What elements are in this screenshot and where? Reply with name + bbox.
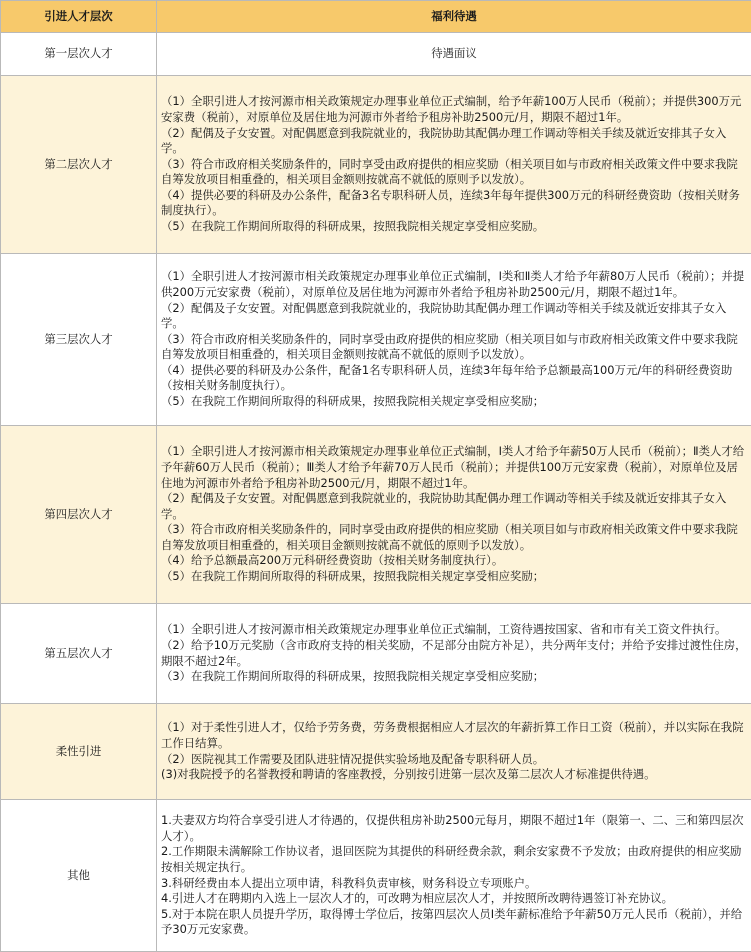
row-level-label: 第一层次人才 [1, 33, 157, 76]
row-level-label: 第二层次人才 [1, 76, 157, 254]
header-benefits: 福利待遇 [157, 1, 751, 33]
benefit-line: 3.科研经费由本人提出立项申请，科教科负责审核，财务科设立专项账户。 [161, 876, 747, 892]
benefit-line: （2）医院视其工作需要及团队进驻情况提供实验场地及配备专职科研人员。 [161, 752, 747, 768]
table-header-row [1, 1, 751, 33]
benefit-line: （5）在我院工作期间所取得的科研成果，按照我院相关规定享受相应奖励。 [161, 219, 747, 235]
table-row [1, 254, 751, 426]
row-benefits [157, 76, 751, 254]
benefit-line: 5.对于本院在职人员提升学历，取得博士学位后，按第四层次人员Ⅰ类年薪标准给予年薪50万元人民币（税前），并给予30万元安家费。 [161, 907, 747, 938]
benefit-line: （2）配偶及子女安置。对配偶愿意到我院就业的，我院协助其配偶办理工作调动等相关手续及就近安排其子女入学。 [161, 491, 747, 522]
benefit-line: （4）提供必要的科研及办公条件，配备3名专职科研人员，连续3年每年提供300万元的科研经费资助（按相关财务制度执行）。 [161, 188, 747, 219]
benefit-line: （3）在我院工作期间所取得的科研成果，按照我院相关规定享受相应奖励； [161, 669, 747, 685]
benefit-line: （2）配偶及子女安置。对配偶愿意到我院就业的，我院协助其配偶办理工作调动等相关手续及就近安排其子女入学。 [161, 126, 747, 157]
benefit-line: （1）对于柔性引进人才，仅给予劳务费，劳务费根据相应人才层次的年薪折算工作日工资（税前），并以实际在我院工作日结算。 [161, 720, 747, 751]
row-level-label: 其他 [1, 800, 157, 952]
row-benefits [157, 254, 751, 426]
row-benefits [157, 426, 751, 604]
benefit-line: 4.引进人才在聘期内入选上一层次人才的，可改聘为相应层次人才，并按照所改聘待遇签订补充协议。 [161, 891, 747, 907]
row-level-label: 第五层次人才 [1, 604, 157, 704]
benefit-line: （3）符合市政府相关奖励条件的，同时享受由政府提供的相应奖励（相关项目如与市政府相关政策文件中要求我院自筹发放项目相重叠的，相关项目金额则按就高不就低的原则予以发放）。 [161, 522, 747, 553]
benefit-line: (3)对我院授予的名誉教授和聘请的客座教授，分别按引进第一层次及第二层次人才标准提供待遇。 [161, 767, 747, 783]
benefit-line: （4）给予总额最高200万元科研经费资助（按相关财务制度执行）。 [161, 553, 747, 569]
header-level: 引进人才层次 [1, 1, 157, 33]
benefit-line: （3）符合市政府相关奖励条件的，同时享受由政府提供的相应奖励（相关项目如与市政府相关政策文件中要求我院自筹发放项目相重叠的，相关项目金额则按就高不就低的原则予以发放）。 [161, 332, 747, 363]
table-row [1, 76, 751, 254]
benefit-line: （2）配偶及子女安置。对配偶愿意到我院就业的，我院协助其配偶办理工作调动等相关手续及就近安排其子女入学。 [161, 301, 747, 332]
row-benefits [157, 33, 751, 76]
table-row [1, 604, 751, 704]
benefit-line: 2.工作期限未满解除工作协议者，退回医院为其提供的科研经费余款，剩余安家费不予发放；由政府提供的相应奖励按相关规定执行。 [161, 844, 747, 875]
benefit-line: （1）全职引进人才按河源市相关政策规定办理事业单位正式编制，Ⅰ类和Ⅱ类人才给予年薪80万人民币（税前）；并提供200万元安家费（税前），对原单位及居住地为河源市外者给予租房补助2500元/月，期限不超过1年。 [161, 269, 747, 300]
table-row [1, 426, 751, 604]
benefit-line: 待遇面议 [161, 46, 747, 62]
benefit-line: （5）在我院工作期间所取得的科研成果，按照我院相关规定享受相应奖励； [161, 394, 747, 410]
benefit-line: （1）全职引进人才按河源市相关政策规定办理事业单位正式编制，工资待遇按国家、省和市有关工资文件执行。 [161, 622, 747, 638]
row-benefits [157, 704, 751, 800]
row-benefits [157, 604, 751, 704]
table-row [1, 33, 751, 76]
benefit-line: （4）提供必要的科研及办公条件，配备1名专职科研人员，连续3年每年给予总额最高100万元/年的科研经费资助（按相关财务制度执行）。 [161, 363, 747, 394]
benefit-line: （2）给予10万元奖励（含市政府支持的相关奖励，不足部分由院方补足），共分两年支付；并给予安排过渡性住房，期限不超过2年。 [161, 638, 747, 669]
benefit-line: （1）全职引进人才按河源市相关政策规定办理事业单位正式编制，Ⅰ类人才给予年薪50万人民币（税前）；Ⅱ类人才给予年薪60万人民币（税前）；Ⅲ类人才给予年薪70万人民币（税前）；并提供100万元安家费（税前），对原单位及居住地为河源市外者给予租房补助2500元/月，期限不超过1年。 [161, 444, 747, 491]
table-row [1, 704, 751, 800]
benefit-line: （3）符合市政府相关奖励条件的，同时享受由政府提供的相应奖励（相关项目如与市政府相关政策文件中要求我院自筹发放项目相重叠的，相关项目金额则按就高不就低的原则予以发放）。 [161, 157, 747, 188]
row-level-label: 第三层次人才 [1, 254, 157, 426]
table-row [1, 800, 751, 952]
row-benefits [157, 800, 751, 952]
benefit-line: （5）在我院工作期间所取得的科研成果，按照我院相关规定享受相应奖励； [161, 569, 747, 585]
benefit-line: 1.夫妻双方均符合享受引进人才待遇的，仅提供租房补助2500元每月，期限不超过1年（限第一、二、三和第四层次人才）。 [161, 813, 747, 844]
benefit-line: （1）全职引进人才按河源市相关政策规定办理事业单位正式编制，给予年薪100万人民币（税前）；并提供300万元安家费（税前），对原单位及居住地为河源市外者给予租房补助2500元/月，期限不超过1年。 [161, 94, 747, 125]
row-level-label: 第四层次人才 [1, 426, 157, 604]
row-level-label: 柔性引进 [1, 704, 157, 800]
